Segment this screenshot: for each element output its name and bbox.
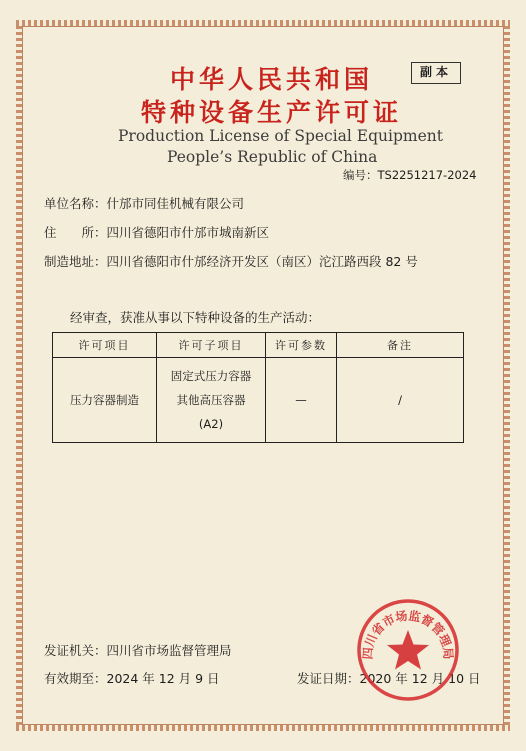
header-note: 备注 xyxy=(337,333,464,358)
cell-param: — xyxy=(266,358,337,443)
copy-badge: 副本 xyxy=(411,62,461,84)
sub-item-line2: 其他高压容器 xyxy=(176,393,246,407)
table-header-row xyxy=(53,333,464,358)
intro-text: 经审查，获准从事以下特种设备的生产活动： xyxy=(70,310,321,325)
sub-item-line1: 固定式压力容器 xyxy=(170,369,252,383)
title-cn-line2: 特种设备生产许可证 xyxy=(141,98,403,127)
seal-text: 四川省市场监督管理局 xyxy=(360,608,456,660)
official-seal-icon xyxy=(356,598,460,702)
manufacture-address: 制造地址：四川省德阳市什邡经济开发区（南区）沱江路西段 82 号 xyxy=(44,254,418,269)
sub-item-line3: (A2) xyxy=(198,417,224,431)
residence: 住 所：四川省德阳市什邡市城南新区 xyxy=(44,225,270,240)
title-cn-line1: 中华人民共和国 xyxy=(170,65,374,94)
license-table xyxy=(52,332,464,443)
issue-date: 发证日期：2020 年 12 月 10 日 xyxy=(297,671,481,686)
header-sub-item: 许可子项目 xyxy=(157,333,266,358)
header-item: 许可项目 xyxy=(53,333,157,358)
issuing-authority: 发证机关：四川省市场监督管理局 xyxy=(44,643,232,658)
cell-note: / xyxy=(337,358,464,443)
title-en-line1: Production License of Special Equipment xyxy=(118,127,443,145)
valid-until: 有效期至：2024 年 12 月 9 日 xyxy=(44,671,220,686)
title-en-line2: People’s Republic of China xyxy=(167,148,378,166)
cell-sub-item xyxy=(157,358,266,443)
cell-item: 压力容器制造 xyxy=(53,358,157,443)
table-row xyxy=(53,358,464,443)
header-param: 许可参数 xyxy=(266,333,337,358)
unit-name: 单位名称：什邡市同佳机械有限公司 xyxy=(44,196,245,211)
license-number: 编号：TS2251217-2024 xyxy=(343,168,477,182)
